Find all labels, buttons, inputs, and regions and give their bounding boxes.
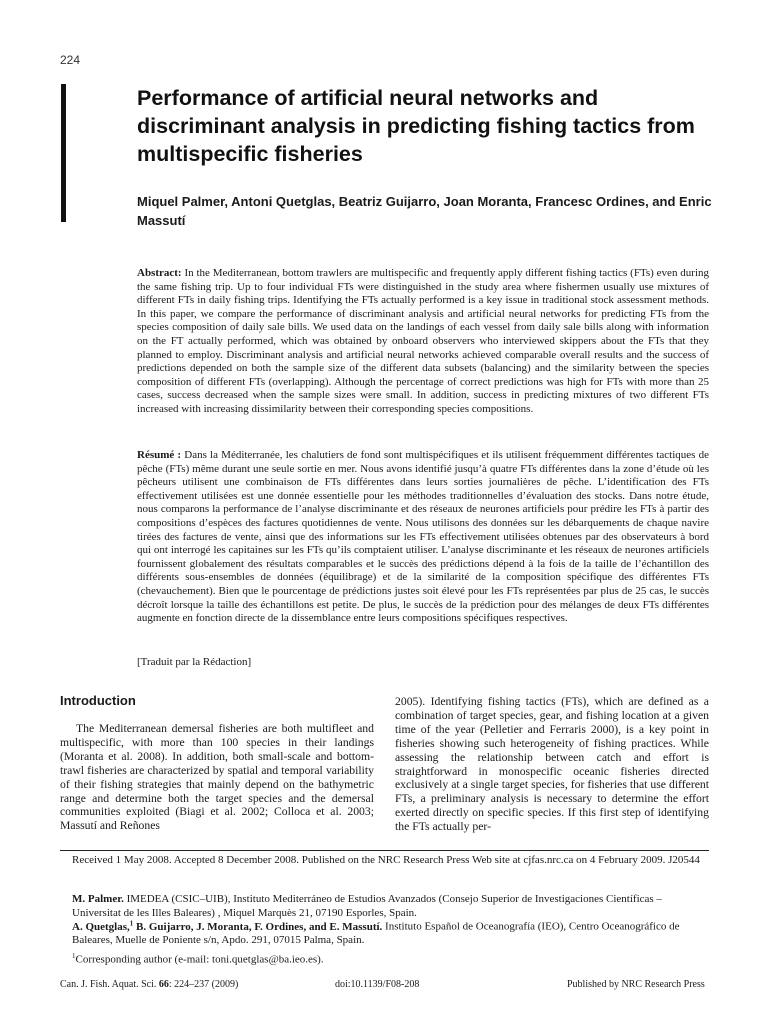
resume-label: Résumé :	[137, 449, 182, 461]
resume-text: Dans la Méditerranée, les chalutiers de fond sont multispécifiques et ils utilisent fréquemment différentes tactiques de pêche (FTs) même durant une seule sortie en mer. Nous avons identifié jusqu’à quatre FTs différentes dans la zone d’étude où les pêcheurs utilisent une combinaison de FTs différentes dans leurs sorties journalières de pêche. L’identification des FTs effectivement utilisées est une donnée essentielle pour les méthodes traditionnelles d’évaluation des stocks. Dans notre étude, nous comparons la performance de l’analyse discriminante et des réseaux de neurones artificiels pour prédire les FTs à partir des compositions d’espèces des factures quotidiennes de vente. Nous utilisons des données sur les débarquements de chaque navire tirées des factures de vente, ainsi que des informations sur les FTs effectivement utilisées obtenues par des observateurs à bord qui ont interrogé les capitaines sur les FTs qu’ils comptaient utiliser. L’analyse discriminante et les réseaux de neurones artificiels fournissent globalement des résultats comparables et le succès des prédictions dépend à la fois de la taille de l’échantillon des différents sous-ensembles de données (équilibrage) et de la similarité de la composition spécifique des différentes FTs (chevauchement). Bien que le pourcentage de prédictions justes soit élevé pour les FTs représentées par plus de 25 cas, le succès décroît lorsque la taille des échantillons est petite. De plus, le succès de la prédiction pour des mélanges de deux FTs différentes augmente en fonction directe de la dissemblance entre leurs compositions spécifiques respectives.	[137, 449, 709, 625]
affiliation-quetglas-name: A. Quetglas,$^1$ B. Guijarro, J. Moranta, F. Ordines, and E. Massutí.	[72, 919, 383, 933]
affiliation-quetglas-text: Instituto Español de Oceanografía (IEO), Centro Oceanográfico de Baleares, Muelle de Poniente s/n, Apdo. 291, 07015 Palma, Spain.	[72, 920, 680, 947]
publisher-credit: Published by NRC Research Press	[567, 979, 705, 990]
received-dates: Received 1 May 2008. Accepted 8 December 2008. Published on the NRC Research Press Web site at cjfas.nrc.ca on 4 February 2009. J20544	[72, 854, 700, 866]
abstract-label: Abstract:	[137, 267, 182, 279]
introduction-left-column: The Mediterranean demersal fisheries are both multifleet and multispecific, with more than 100 species in their landings (Moranta et al. 2008). In addition, both small-scale and bottom-trawl fisheries are characterized by spatial and temporal variability of their fishing strategies that mainly depend on the bathymetric range and determine both the target species and the demersal communities exploited (Biagi et al. 2002; Colloca et al. 2003; Massutí and Reñones	[60, 722, 374, 833]
abstract-english	[137, 267, 709, 417]
corresponding-author: $^1$Corresponding author (e-mail: toni.quetglas@ba.ieo.es).	[72, 952, 324, 966]
abstract-text: In the Mediterranean, bottom trawlers are multispecific and frequently apply different fishing tactics (FTs) even during the same fishing trip. Up to four individual FTs were distinguished in the study area where fishermen usually use mixtures of different FTs in daily fishing trips. Identifying the FTs actually performed is a key issue in traditional stock assessment methods. In this paper, we compare the performance of discriminant analysis and artificial neural networks for predicting FTs from the species composition of daily sale bills. We used data on the landings of each vessel from daily sale bills along with information on the FT actually performed, which was obtained by onboard observers who interviewed skippers about the FTs that they planned to employ. Discriminant analysis and artificial neural networks achieved comparable overall results and the success of predictions depended on both the sample size of the different data subsets (balancing) and the similarity between the species composition of different FTs (overlapping). Although the percentage of correct predictions was high for FTs with more than 25 cases, success decreased when the sample sizes were small. In addition, success in predicting mixtures of two different FTs increased with increasing dissimilarity between their corresponding species compositions.	[137, 267, 710, 415]
translator-note: [Traduit par la Rédaction]	[137, 656, 252, 668]
journal-volume: 66	[158, 979, 169, 990]
journal-citation: Can. J. Fish. Aquat. Sci. 66: 224–237 (2009)	[60, 979, 239, 990]
affiliation-quetglas	[72, 917, 709, 948]
article-title: Performance of artificial neural networks and discriminant analysis in predicting fishing tactics from multispecific fisheries	[137, 86, 695, 166]
doi[interactable]: doi:10.1139/F08-208	[335, 979, 420, 990]
author-list: Miquel Palmer, Antoni Quetglas, Beatriz Guijarro, Joan Moranta, Francesc Ordines, and Enric Massutí	[137, 194, 712, 228]
footnote-divider	[60, 850, 709, 851]
affiliation-palmer	[72, 893, 709, 920]
title-accent-bar	[61, 84, 66, 222]
section-heading-introduction: Introduction	[60, 693, 136, 708]
introduction-right-column: 2005). Identifying fishing tactics (FTs), which are defined as a combination of target species, gear, and fishing location at a given time of the year (Pelletier and Ferraris 2000), is a key point in fisheries showing such heterogeneity of fishing practices. While assessing the relationship between catch and effort is straightforward in monospecific oceanic fisheries directed exclusively at a single target species, for fisheries that use different FTs, a preliminary analysis is necessary to determine the effort exerted directly on specific species. If this first step of identifying the FTs actually per-	[395, 695, 709, 834]
footnote-marker: 1	[72, 952, 76, 960]
affiliation-palmer-text: IMEDEA (CSIC–UIB), Instituto Mediterráneo de Estudios Avanzados (Consejo Superior de Investigaciones Científicas – Universitat de les Illes Baleares) , Miquel Marquès 21, 07190 Esporles, Spain.	[72, 893, 662, 919]
page-number: 224	[60, 53, 81, 67]
footnote-marker: 1	[129, 919, 134, 927]
abstract-french	[137, 449, 709, 626]
affiliation-palmer-name: M. Palmer.	[72, 893, 124, 905]
